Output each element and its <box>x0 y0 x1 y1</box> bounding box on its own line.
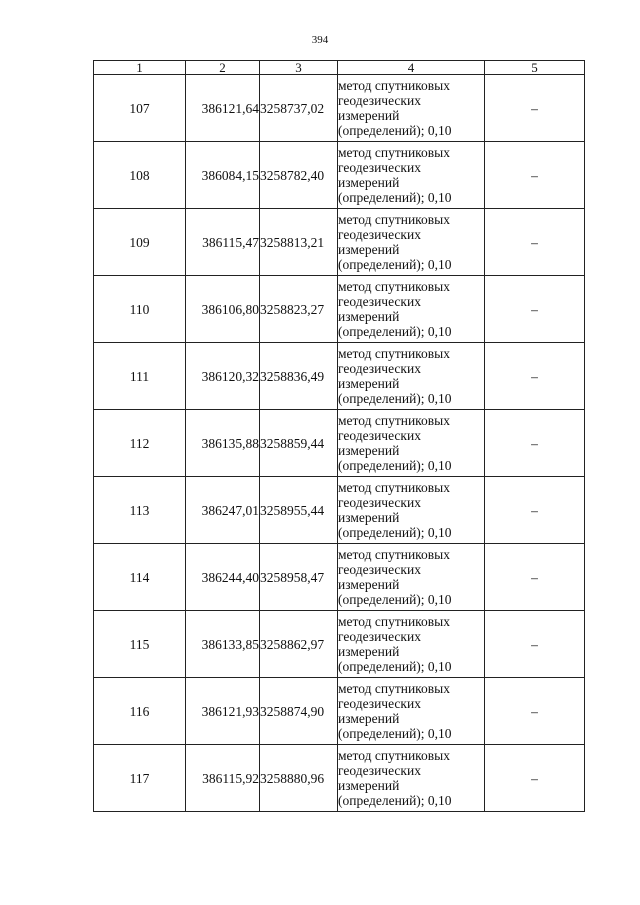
method-text-line: измерений <box>338 778 400 793</box>
y-coordinate-cell: 3258737,02 <box>260 75 338 142</box>
method-text-line: (определений); 0,10 <box>338 525 452 540</box>
method-cell <box>338 75 485 142</box>
method-text-line: метод спутниковых <box>338 279 450 294</box>
method-text-line: метод спутниковых <box>338 480 450 495</box>
method-cell <box>338 142 485 209</box>
dash-cell: – <box>485 343 585 410</box>
method-text-line: геодезических <box>338 495 421 510</box>
method-text-line: (определений); 0,10 <box>338 793 452 808</box>
x-coordinate-cell: 386135,88 <box>186 410 260 477</box>
method-text-line: метод спутниковых <box>338 145 450 160</box>
dash-cell: – <box>485 611 585 678</box>
method-text-line: геодезических <box>338 93 421 108</box>
point-number-cell: 109 <box>94 209 186 276</box>
method-text-line: (определений); 0,10 <box>338 123 452 138</box>
method-text-line: метод спутниковых <box>338 547 450 562</box>
point-number-cell: 115 <box>94 611 186 678</box>
method-text-line: (определений); 0,10 <box>338 257 452 272</box>
table-row <box>94 611 585 678</box>
method-text-line: геодезических <box>338 562 421 577</box>
table-row <box>94 276 585 343</box>
method-text-line: геодезических <box>338 428 421 443</box>
header-col-4: 4 <box>338 61 485 75</box>
point-number-cell: 107 <box>94 75 186 142</box>
dash-cell: – <box>485 745 585 812</box>
x-coordinate-cell: 386121,93 <box>186 678 260 745</box>
dash-cell: – <box>485 75 585 142</box>
method-text-line: измерений <box>338 577 400 592</box>
method-cell <box>338 678 485 745</box>
method-text-line: измерений <box>338 175 400 190</box>
method-text-line: геодезических <box>338 696 421 711</box>
dash-cell: – <box>485 678 585 745</box>
point-number-cell: 110 <box>94 276 186 343</box>
x-coordinate-cell: 386244,40 <box>186 544 260 611</box>
method-cell <box>338 343 485 410</box>
dash-cell: – <box>485 209 585 276</box>
point-number-cell: 111 <box>94 343 186 410</box>
header-col-2: 2 <box>186 61 260 75</box>
y-coordinate-cell: 3258823,27 <box>260 276 338 343</box>
y-coordinate-cell: 3258813,21 <box>260 209 338 276</box>
header-col-3: 3 <box>260 61 338 75</box>
method-cell <box>338 611 485 678</box>
method-text-line: метод спутниковых <box>338 212 450 227</box>
method-text-line: измерений <box>338 510 400 525</box>
table-row <box>94 209 585 276</box>
y-coordinate-cell: 3258874,90 <box>260 678 338 745</box>
method-text-line: геодезических <box>338 227 421 242</box>
method-cell <box>338 209 485 276</box>
table-row <box>94 544 585 611</box>
table-row <box>94 142 585 209</box>
table-row <box>94 745 585 812</box>
method-text-line: метод спутниковых <box>338 748 450 763</box>
header-col-1: 1 <box>94 61 186 75</box>
method-text-line: (определений); 0,10 <box>338 592 452 607</box>
method-text-line: (определений); 0,10 <box>338 659 452 674</box>
coordinates-table <box>93 60 585 812</box>
method-text-line: геодезических <box>338 629 421 644</box>
method-cell <box>338 544 485 611</box>
dash-cell: – <box>485 142 585 209</box>
method-text-line: геодезических <box>338 160 421 175</box>
point-number-cell: 112 <box>94 410 186 477</box>
method-text-line: метод спутниковых <box>338 78 450 93</box>
dash-cell: – <box>485 276 585 343</box>
y-coordinate-cell: 3258880,96 <box>260 745 338 812</box>
method-text-line: геодезических <box>338 361 421 376</box>
header-col-5: 5 <box>485 61 585 75</box>
y-coordinate-cell: 3258955,44 <box>260 477 338 544</box>
point-number-cell: 108 <box>94 142 186 209</box>
method-text-line: измерений <box>338 376 400 391</box>
x-coordinate-cell: 386120,32 <box>186 343 260 410</box>
table-row <box>94 678 585 745</box>
method-text-line: измерений <box>338 309 400 324</box>
x-coordinate-cell: 386115,47 <box>186 209 260 276</box>
table-row <box>94 343 585 410</box>
point-number-cell: 117 <box>94 745 186 812</box>
method-text-line: измерений <box>338 108 400 123</box>
method-cell <box>338 745 485 812</box>
dash-cell: – <box>485 410 585 477</box>
y-coordinate-cell: 3258958,47 <box>260 544 338 611</box>
y-coordinate-cell: 3258836,49 <box>260 343 338 410</box>
x-coordinate-cell: 386133,85 <box>186 611 260 678</box>
y-coordinate-cell: 3258782,40 <box>260 142 338 209</box>
x-coordinate-cell: 386084,15 <box>186 142 260 209</box>
table-header-row <box>94 61 585 75</box>
y-coordinate-cell: 3258859,44 <box>260 410 338 477</box>
method-text-line: измерений <box>338 644 400 659</box>
dash-cell: – <box>485 544 585 611</box>
x-coordinate-cell: 386106,80 <box>186 276 260 343</box>
method-text-line: измерений <box>338 443 400 458</box>
method-cell <box>338 276 485 343</box>
method-text-line: метод спутниковых <box>338 681 450 696</box>
table-row <box>94 477 585 544</box>
method-cell <box>338 477 485 544</box>
method-text-line: (определений); 0,10 <box>338 458 452 473</box>
method-text-line: геодезических <box>338 763 421 778</box>
point-number-cell: 116 <box>94 678 186 745</box>
method-text-line: (определений); 0,10 <box>338 726 452 741</box>
x-coordinate-cell: 386121,64 <box>186 75 260 142</box>
method-text-line: метод спутниковых <box>338 346 450 361</box>
method-text-line: метод спутниковых <box>338 614 450 629</box>
method-text-line: (определений); 0,10 <box>338 324 452 339</box>
y-coordinate-cell: 3258862,97 <box>260 611 338 678</box>
point-number-cell: 113 <box>94 477 186 544</box>
method-text-line: измерений <box>338 711 400 726</box>
table-body <box>94 61 585 812</box>
method-text-line: (определений); 0,10 <box>338 391 452 406</box>
method-text-line: измерений <box>338 242 400 257</box>
point-number-cell: 114 <box>94 544 186 611</box>
method-text-line: геодезических <box>338 294 421 309</box>
x-coordinate-cell: 386115,92 <box>186 745 260 812</box>
dash-cell: – <box>485 477 585 544</box>
table-row <box>94 75 585 142</box>
method-text-line: метод спутниковых <box>338 413 450 428</box>
page-number: 394 <box>311 34 329 46</box>
x-coordinate-cell: 386247,01 <box>186 477 260 544</box>
method-cell <box>338 410 485 477</box>
method-text-line: (определений); 0,10 <box>338 190 452 205</box>
table-row <box>94 410 585 477</box>
